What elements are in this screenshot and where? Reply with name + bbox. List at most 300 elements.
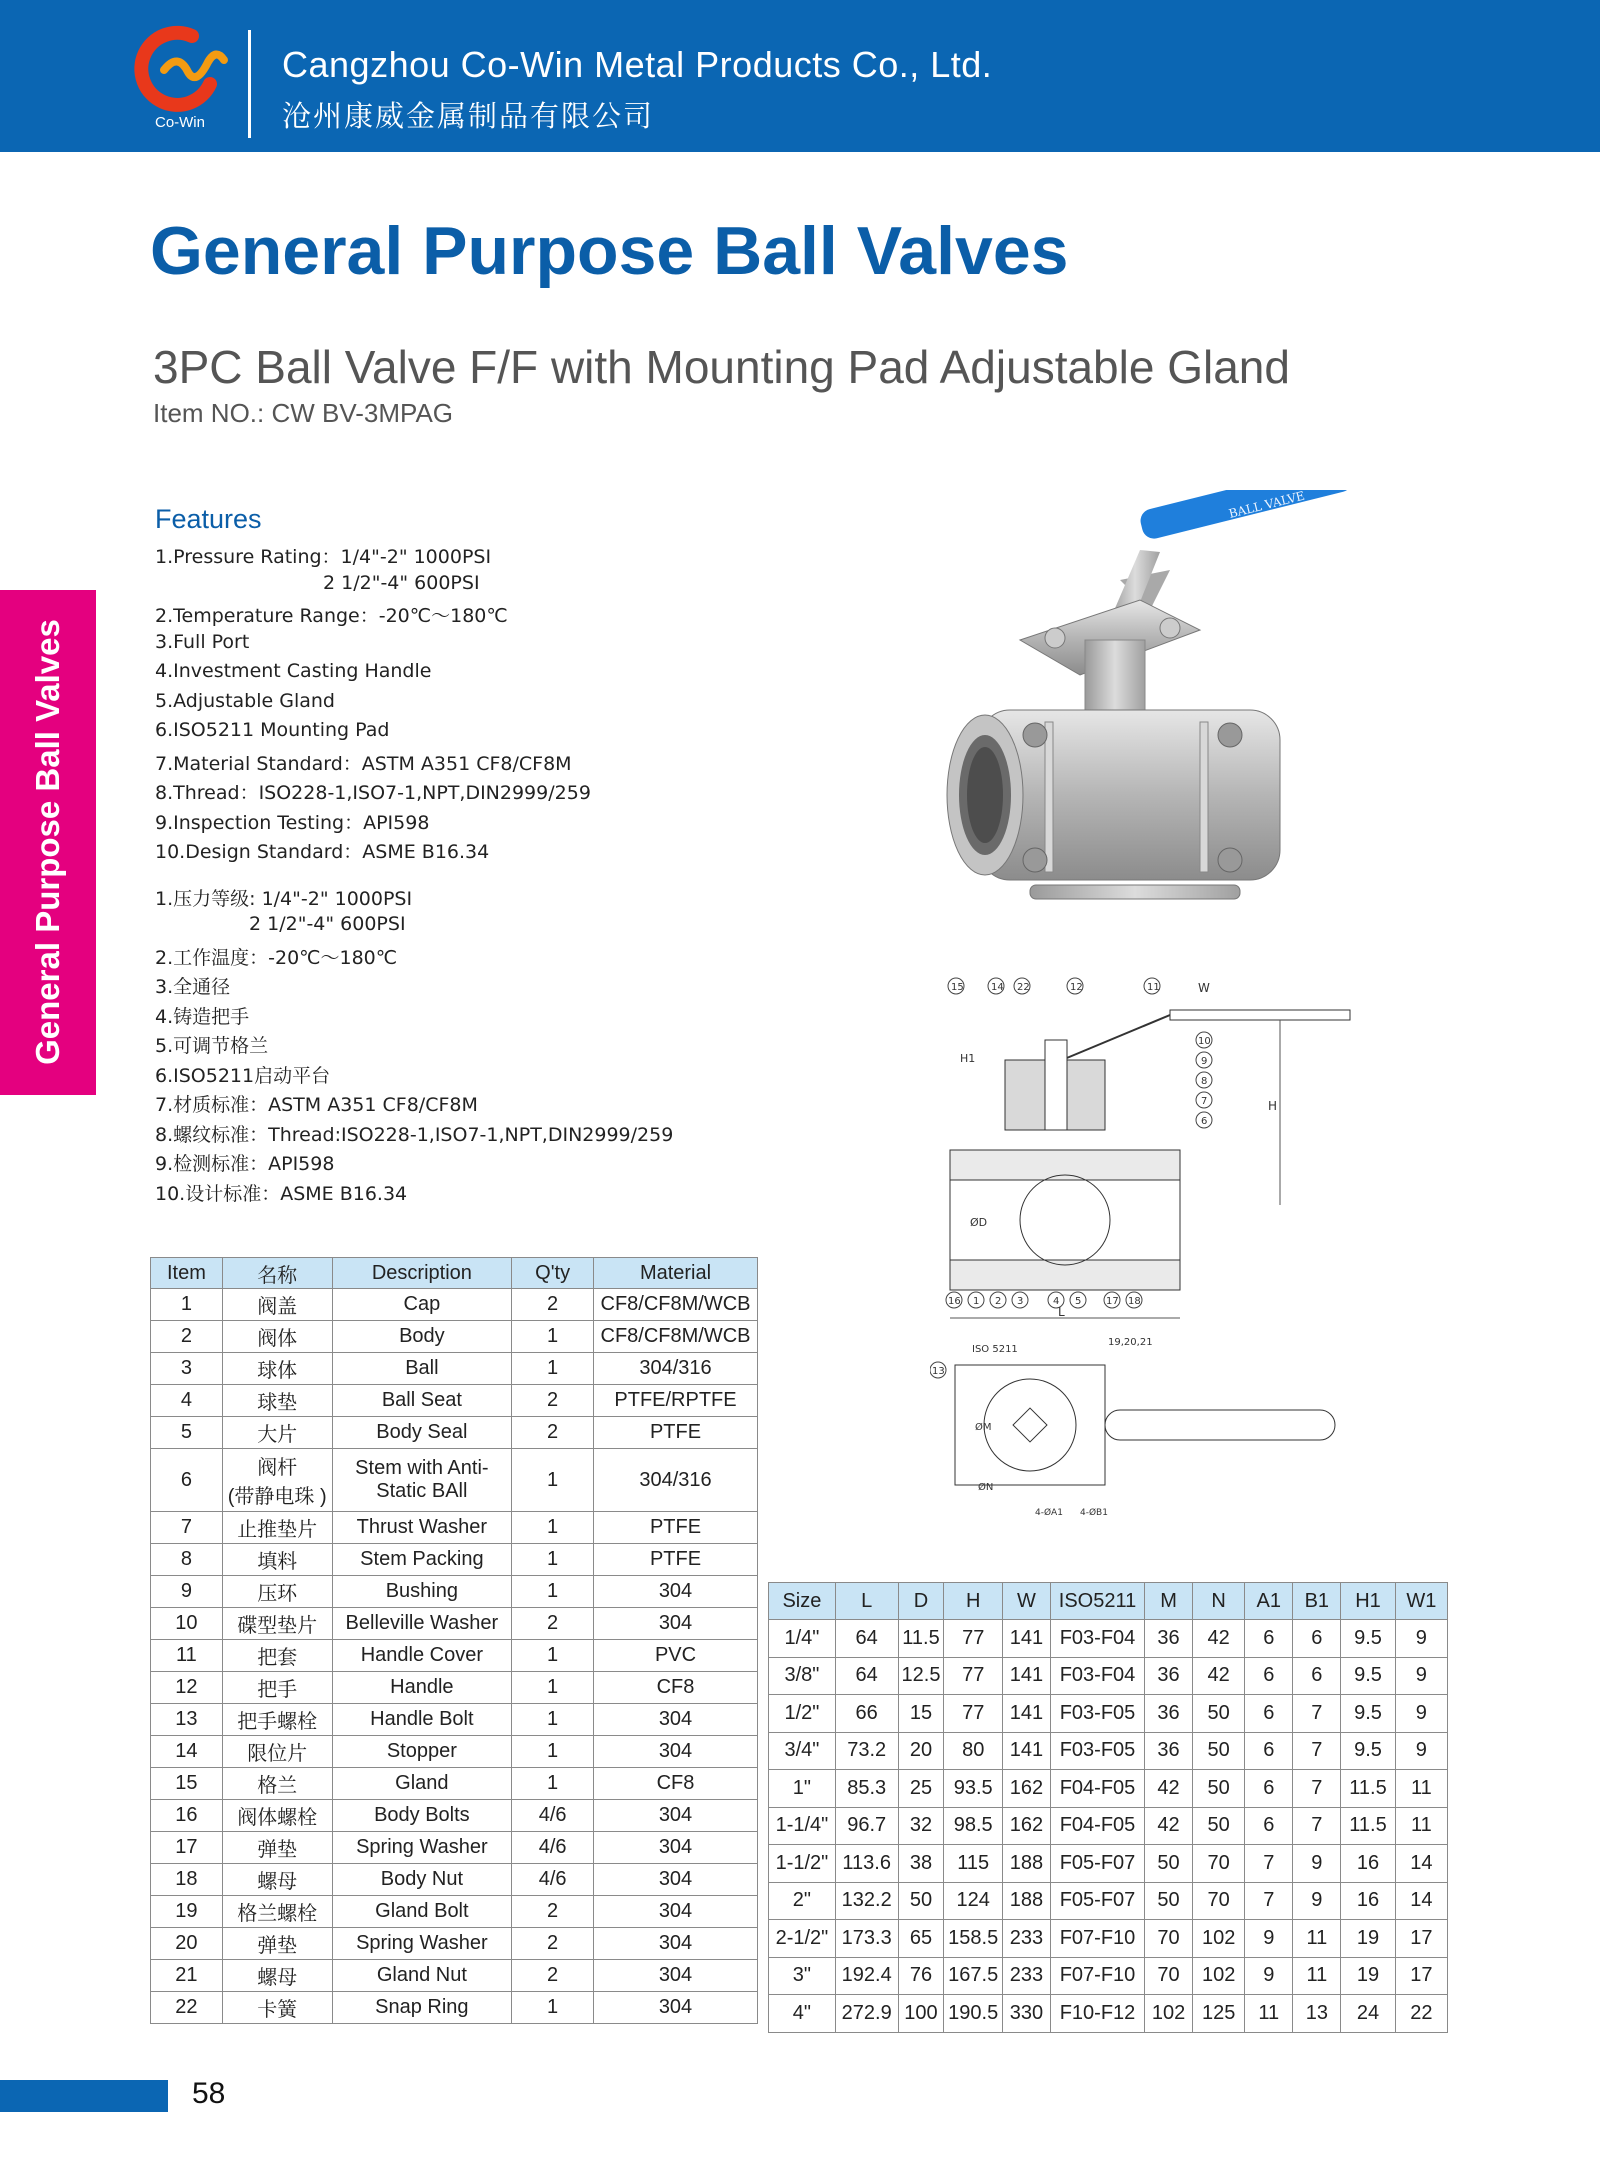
- feature-item: 1.Pressure Rating：1/4"-2" 1000PSI: [155, 546, 492, 568]
- part-quantity: 1: [512, 1576, 594, 1608]
- part-description: Spring Washer: [332, 1832, 512, 1864]
- dimension-cell: 85.3: [835, 1770, 898, 1808]
- dimension-cell: 1-1/2": [769, 1845, 836, 1883]
- parts-header-cell: Item: [151, 1258, 223, 1289]
- dimension-cell: 3": [769, 1957, 836, 1995]
- part-name-cn: 把手: [222, 1672, 332, 1704]
- part-quantity: 1: [512, 1512, 594, 1544]
- part-quantity: 4/6: [512, 1864, 594, 1896]
- part-material: 304: [594, 1608, 758, 1640]
- callout-7: 7: [1201, 1096, 1208, 1107]
- feature-item-cn: 2 1/2"-4" 600PSI: [249, 913, 406, 935]
- dimension-cell: 7: [1245, 1845, 1293, 1883]
- side-tab: [0, 590, 96, 1095]
- dimension-cell: 132.2: [835, 1882, 898, 1920]
- feature-item: 2.Temperature Range：-20℃～180℃: [155, 605, 508, 627]
- parts-header-cell: 名称: [222, 1258, 332, 1289]
- handle-text: BALL VALVE: [1227, 490, 1307, 521]
- part-name-cn: 填料: [222, 1544, 332, 1576]
- dimension-cell: F03-F04: [1051, 1657, 1145, 1695]
- part-description: Thrust Washer: [332, 1512, 512, 1544]
- table-row: [769, 1620, 1448, 1658]
- dimension-cell: F05-F07: [1051, 1882, 1145, 1920]
- dimension-cell: 70: [1145, 1920, 1193, 1958]
- table-row: [151, 1417, 758, 1449]
- table-row: [769, 1807, 1448, 1845]
- dimension-cell: 98.5: [944, 1807, 1002, 1845]
- part-item-no: 22: [151, 1992, 223, 2024]
- dimension-cell: 4": [769, 1995, 836, 2033]
- dimension-cell: 9.5: [1341, 1620, 1395, 1658]
- dimension-cell: 9.5: [1341, 1732, 1395, 1770]
- table-row: [769, 1695, 1448, 1733]
- table-row: [769, 1845, 1448, 1883]
- dimension-cell: 190.5: [944, 1995, 1002, 2033]
- company-logo: [130, 22, 230, 140]
- dimension-cell: 6: [1293, 1620, 1341, 1658]
- dim-H1: H1: [960, 1052, 976, 1065]
- dimension-cell: 3/8": [769, 1657, 836, 1695]
- dimension-cell: 167.5: [944, 1957, 1002, 1995]
- table-row: [769, 1957, 1448, 1995]
- part-name-cn: 卡簧: [222, 1992, 332, 2024]
- feature-item-cn: 3.全通径: [155, 976, 231, 998]
- feature-item-cn: 1.压力等级: 1/4"-2" 1000PSI: [155, 888, 413, 910]
- dimension-cell: 233: [1002, 1957, 1050, 1995]
- part-description: Handle Cover: [332, 1640, 512, 1672]
- table-row: [151, 1576, 758, 1608]
- part-quantity: 2: [512, 1289, 594, 1321]
- part-name-cn: 阀体: [222, 1321, 332, 1353]
- callout-1: 1: [973, 1296, 980, 1307]
- part-quantity: 1: [512, 1992, 594, 2024]
- part-material: 304: [594, 1832, 758, 1864]
- dimension-cell: 11: [1395, 1807, 1447, 1845]
- part-material: 304: [594, 1800, 758, 1832]
- side-tab-label: General Purpose Ball Valves: [29, 619, 66, 1065]
- dimension-cell: 233: [1002, 1920, 1050, 1958]
- dimension-cell: 50: [1145, 1882, 1193, 1920]
- dimension-cell: 50: [1193, 1807, 1245, 1845]
- part-description: [332, 1449, 512, 1512]
- part-material: 304/316: [594, 1353, 758, 1385]
- part-material: PTFE: [594, 1512, 758, 1544]
- dim-M: ØM: [975, 1422, 992, 1433]
- part-name-cn: 限位片: [222, 1736, 332, 1768]
- company-name-cn: 沧州康威金属制品有限公司: [282, 99, 655, 133]
- page-number: 58: [192, 2077, 226, 2110]
- dimension-cell: 77: [944, 1620, 1002, 1658]
- part-description: Belleville Washer: [332, 1608, 512, 1640]
- part-material: 304/316: [594, 1449, 758, 1512]
- product-photo: [870, 490, 1370, 950]
- part-description: Stem Packing: [332, 1544, 512, 1576]
- dim-L: L: [1058, 1305, 1065, 1319]
- dimension-cell: 22: [1395, 1995, 1447, 2033]
- dimension-cell: 24: [1341, 1995, 1395, 2033]
- dimensions-table-header: [769, 1583, 1448, 1620]
- part-material: CF8/CF8M/WCB: [594, 1289, 758, 1321]
- callout-4: 4: [1053, 1296, 1060, 1307]
- dimension-cell: 141: [1002, 1657, 1050, 1695]
- table-row: [151, 1321, 758, 1353]
- part-description: Snap Ring: [332, 1992, 512, 2024]
- dimension-cell: 7: [1293, 1770, 1341, 1808]
- dimension-cell: 11: [1395, 1770, 1447, 1808]
- dimension-cell: 11: [1293, 1920, 1341, 1958]
- feature-item-cn: 9.检测标准：API598: [155, 1153, 335, 1175]
- dimension-cell: 42: [1145, 1770, 1193, 1808]
- dimension-cell: 330: [1002, 1995, 1050, 2033]
- dimension-cell: 11: [1245, 1995, 1293, 2033]
- dimension-cell: F07-F10: [1051, 1920, 1145, 1958]
- part-name-cn: 把套: [222, 1640, 332, 1672]
- table-row: [769, 1657, 1448, 1695]
- dimension-cell: 13: [1293, 1995, 1341, 2033]
- part-description: Gland Bolt: [332, 1896, 512, 1928]
- dimension-cell: 9.5: [1341, 1657, 1395, 1695]
- technical-drawing: [930, 970, 1360, 1530]
- callout-3: 3: [1017, 1296, 1024, 1307]
- part-material: PTFE: [594, 1544, 758, 1576]
- part-material: 304: [594, 1576, 758, 1608]
- part-quantity: 1: [512, 1672, 594, 1704]
- part-description: Ball: [332, 1353, 512, 1385]
- part-item-no: 3: [151, 1353, 223, 1385]
- dimension-cell: 9: [1293, 1882, 1341, 1920]
- part-quantity: 4/6: [512, 1800, 594, 1832]
- part-material: 304: [594, 1960, 758, 1992]
- feature-item: 3.Full Port: [155, 631, 250, 653]
- parts-table: [150, 1257, 758, 2024]
- part-name-cn: 阀盖: [222, 1289, 332, 1321]
- dimension-cell: 50: [1193, 1695, 1245, 1733]
- parts-table-header: [151, 1258, 758, 1289]
- part-item-no: 10: [151, 1608, 223, 1640]
- part-name-cn: 大片: [222, 1417, 332, 1449]
- dimension-cell: 102: [1193, 1920, 1245, 1958]
- table-row: [769, 1770, 1448, 1808]
- dimension-cell: 124: [944, 1882, 1002, 1920]
- dimension-header-cell: M: [1145, 1583, 1193, 1620]
- dimension-cell: 9: [1395, 1732, 1447, 1770]
- part-item-no: 16: [151, 1800, 223, 1832]
- part-material: CF8/CF8M/WCB: [594, 1321, 758, 1353]
- callout-15: 15: [951, 982, 964, 993]
- part-item-no: 9: [151, 1576, 223, 1608]
- part-description-line: Static BAll: [376, 1480, 468, 1502]
- callout-6: 6: [1201, 1116, 1208, 1127]
- part-quantity: 1: [512, 1544, 594, 1576]
- part-quantity: 4/6: [512, 1832, 594, 1864]
- part-item-no: 13: [151, 1704, 223, 1736]
- dimension-cell: 64: [835, 1620, 898, 1658]
- dimension-cell: 38: [898, 1845, 944, 1883]
- part-item-no: 19: [151, 1896, 223, 1928]
- dimension-cell: 113.6: [835, 1845, 898, 1883]
- dimension-cell: 173.3: [835, 1920, 898, 1958]
- callout-8: 8: [1201, 1076, 1208, 1087]
- dimension-header-cell: L: [835, 1583, 898, 1620]
- dimension-cell: 50: [898, 1882, 944, 1920]
- part-name-cn: 阀体螺栓: [222, 1800, 332, 1832]
- callout-9: 9: [1201, 1056, 1208, 1067]
- dimension-cell: 6: [1245, 1732, 1293, 1770]
- dimension-cell: 11.5: [898, 1620, 944, 1658]
- feature-item: 6.ISO5211 Mounting Pad: [155, 719, 390, 741]
- feature-item-cn: 6.ISO5211启动平台: [155, 1065, 331, 1087]
- dimension-cell: 162: [1002, 1807, 1050, 1845]
- dimension-header-cell: H: [944, 1583, 1002, 1620]
- dimension-cell: 70: [1145, 1957, 1193, 1995]
- table-row: [151, 1672, 758, 1704]
- dimension-cell: 19: [1341, 1920, 1395, 1958]
- part-quantity: 1: [512, 1736, 594, 1768]
- part-quantity: 1: [512, 1704, 594, 1736]
- logo-caption: Co-Win: [154, 114, 205, 131]
- product-title: 3PC Ball Valve F/F with Mounting Pad Adjustable Gland: [153, 341, 1290, 393]
- dimension-cell: 93.5: [944, 1770, 1002, 1808]
- part-name-cn: 压环: [222, 1576, 332, 1608]
- dimension-cell: 77: [944, 1657, 1002, 1695]
- dimension-cell: 9: [1395, 1620, 1447, 1658]
- part-description: Spring Washer: [332, 1928, 512, 1960]
- dimension-cell: 102: [1145, 1995, 1193, 2033]
- part-material: PTFE: [594, 1417, 758, 1449]
- part-name-cn: 格兰: [222, 1768, 332, 1800]
- dimension-cell: 3/4": [769, 1732, 836, 1770]
- callout-13: 13: [932, 1366, 945, 1377]
- dimension-header-cell: H1: [1341, 1583, 1395, 1620]
- dimension-cell: 36: [1145, 1620, 1193, 1658]
- callout-5: 5: [1075, 1296, 1082, 1307]
- dimension-cell: 7: [1245, 1882, 1293, 1920]
- part-item-no: 1: [151, 1289, 223, 1321]
- part-description: Gland: [332, 1768, 512, 1800]
- dimension-cell: 272.9: [835, 1995, 898, 2033]
- dimension-header-cell: B1: [1293, 1583, 1341, 1620]
- part-name-cn-line: (带静电珠 ): [227, 1486, 327, 1508]
- table-row: [151, 1640, 758, 1672]
- dimension-cell: 162: [1002, 1770, 1050, 1808]
- dimension-cell: 77: [944, 1695, 1002, 1733]
- part-name-cn: 碟型垫片: [222, 1608, 332, 1640]
- dimension-cell: 14: [1395, 1845, 1447, 1883]
- header-divider: [248, 30, 251, 138]
- part-item-no: 4: [151, 1385, 223, 1417]
- part-item-no: 8: [151, 1544, 223, 1576]
- dimension-cell: 15: [898, 1695, 944, 1733]
- dimension-cell: 17: [1395, 1957, 1447, 1995]
- callout-19-20-21: 19,20,21: [1108, 1337, 1153, 1348]
- dimension-cell: 11.5: [1341, 1770, 1395, 1808]
- dimension-cell: 7: [1293, 1732, 1341, 1770]
- feature-item: 7.Material Standard：ASTM A351 CF8/CF8M: [155, 753, 572, 775]
- dimension-cell: 1-1/4": [769, 1807, 836, 1845]
- feature-item-cn: 10.设计标准：ASME B16.34: [155, 1183, 408, 1205]
- table-row: [151, 1896, 758, 1928]
- part-description: Bushing: [332, 1576, 512, 1608]
- part-item-no: 18: [151, 1864, 223, 1896]
- part-name-cn-line: 阀杆: [257, 1457, 298, 1479]
- table-row: [769, 1920, 1448, 1958]
- dimension-cell: 17: [1395, 1920, 1447, 1958]
- dimension-cell: 96.7: [835, 1807, 898, 1845]
- table-row: [151, 1768, 758, 1800]
- dimension-cell: 6: [1245, 1695, 1293, 1733]
- part-quantity: 1: [512, 1321, 594, 1353]
- part-description: Gland Nut: [332, 1960, 512, 1992]
- dimension-cell: 188: [1002, 1882, 1050, 1920]
- dimension-cell: 16: [1341, 1845, 1395, 1883]
- dimension-cell: 9.5: [1341, 1695, 1395, 1733]
- dimension-cell: 9: [1245, 1920, 1293, 1958]
- dimension-cell: F10-F12: [1051, 1995, 1145, 2033]
- features-heading: Features: [155, 504, 262, 534]
- part-description: Cap: [332, 1289, 512, 1321]
- part-item-no: 20: [151, 1928, 223, 1960]
- part-quantity: 2: [512, 1385, 594, 1417]
- dimension-cell: 36: [1145, 1695, 1193, 1733]
- dimension-cell: F04-F05: [1051, 1770, 1145, 1808]
- dimension-cell: 7: [1293, 1807, 1341, 1845]
- dimension-cell: 25: [898, 1770, 944, 1808]
- part-material: 304: [594, 1896, 758, 1928]
- table-row: [151, 1928, 758, 1960]
- dimension-cell: 73.2: [835, 1732, 898, 1770]
- part-quantity: 1: [512, 1449, 594, 1512]
- dim-D: ØD: [970, 1216, 988, 1229]
- dimension-cell: 9: [1245, 1957, 1293, 1995]
- part-name-cn: 弹垫: [222, 1928, 332, 1960]
- dimension-cell: 192.4: [835, 1957, 898, 1995]
- part-material: 304: [594, 1704, 758, 1736]
- part-item-no: 14: [151, 1736, 223, 1768]
- part-name-cn: 格兰螺栓: [222, 1896, 332, 1928]
- part-name-cn: [222, 1449, 332, 1512]
- feature-item: 8.Thread：ISO228-1,ISO7-1,NPT,DIN2999/259: [155, 782, 591, 804]
- dimension-cell: 70: [1193, 1882, 1245, 1920]
- dimension-cell: 11: [1293, 1957, 1341, 1995]
- dimension-header-cell: A1: [1245, 1583, 1293, 1620]
- dimension-cell: 7: [1293, 1695, 1341, 1733]
- callout-16: 16: [948, 1296, 961, 1307]
- table-row: [769, 1732, 1448, 1770]
- dimension-cell: 65: [898, 1920, 944, 1958]
- dim-N: ØN: [978, 1482, 994, 1493]
- parts-header-cell: Description: [332, 1258, 512, 1289]
- dim-B1: 4-ØB1: [1080, 1508, 1108, 1518]
- part-item-no: 21: [151, 1960, 223, 1992]
- dimension-header-cell: Size: [769, 1583, 836, 1620]
- dimension-cell: 6: [1293, 1657, 1341, 1695]
- part-material: PVC: [594, 1640, 758, 1672]
- dimension-cell: 14: [1395, 1882, 1447, 1920]
- part-quantity: 2: [512, 1896, 594, 1928]
- part-quantity: 1: [512, 1640, 594, 1672]
- dimension-header-cell: N: [1193, 1583, 1245, 1620]
- dimension-cell: F03-F05: [1051, 1732, 1145, 1770]
- dim-W: W: [1198, 981, 1210, 995]
- dimension-header-cell: W1: [1395, 1583, 1447, 1620]
- item-number: Item NO.: CW BV-3MPAG: [153, 398, 454, 428]
- dimension-cell: 36: [1145, 1657, 1193, 1695]
- table-row: [151, 1608, 758, 1640]
- part-description: Handle: [332, 1672, 512, 1704]
- part-name-cn: 螺母: [222, 1960, 332, 1992]
- dimension-cell: 50: [1193, 1770, 1245, 1808]
- table-row: [151, 1449, 758, 1512]
- feature-item-cn: 7.材质标准：ASTM A351 CF8/CF8M: [155, 1094, 478, 1116]
- table-row: [769, 1995, 1448, 2033]
- dimension-cell: 188: [1002, 1845, 1050, 1883]
- dimension-cell: 19: [1341, 1957, 1395, 1995]
- callout-2: 2: [995, 1296, 1002, 1307]
- dimension-cell: 1": [769, 1770, 836, 1808]
- table-row: [769, 1882, 1448, 1920]
- callout-22: 22: [1017, 982, 1030, 993]
- feature-item-cn: 5.可调节格兰: [155, 1035, 269, 1057]
- feature-item: 9.Inspection Testing：API598: [155, 812, 430, 834]
- dimension-cell: 9: [1293, 1845, 1341, 1883]
- dimension-header-cell: W: [1002, 1583, 1050, 1620]
- dimension-cell: 11.5: [1341, 1807, 1395, 1845]
- part-item-no: 5: [151, 1417, 223, 1449]
- dimension-cell: 50: [1145, 1845, 1193, 1883]
- dim-A1: 4-ØA1: [1035, 1508, 1063, 1518]
- dimension-cell: 6: [1245, 1807, 1293, 1845]
- dimension-cell: 100: [898, 1995, 944, 2033]
- part-description: Body Nut: [332, 1864, 512, 1896]
- dimension-cell: 6: [1245, 1657, 1293, 1695]
- dimension-cell: 16: [1341, 1882, 1395, 1920]
- dimension-cell: 50: [1193, 1732, 1245, 1770]
- part-name-cn: 螺母: [222, 1864, 332, 1896]
- dimension-header-cell: ISO5211: [1051, 1583, 1145, 1620]
- table-row: [151, 1736, 758, 1768]
- table-row: [151, 1832, 758, 1864]
- dim-H: H: [1268, 1099, 1278, 1113]
- feature-item: 10.Design Standard：ASME B16.34: [155, 841, 490, 863]
- part-name-cn: 弹垫: [222, 1832, 332, 1864]
- part-item-no: 11: [151, 1640, 223, 1672]
- callout-12: 12: [1070, 982, 1083, 993]
- callout-11: 11: [1147, 982, 1160, 993]
- feature-item: 2 1/2"-4" 600PSI: [323, 572, 480, 594]
- dimension-cell: 6: [1245, 1770, 1293, 1808]
- dimension-cell: 6: [1245, 1620, 1293, 1658]
- dimension-cell: 42: [1193, 1620, 1245, 1658]
- dimension-cell: 1/2": [769, 1695, 836, 1733]
- table-row: [151, 1385, 758, 1417]
- part-item-no: 15: [151, 1768, 223, 1800]
- dimension-cell: 2": [769, 1882, 836, 1920]
- part-description: Body Seal: [332, 1417, 512, 1449]
- part-item-no: 17: [151, 1832, 223, 1864]
- part-material: PTFE/RPTFE: [594, 1385, 758, 1417]
- table-row: [151, 1704, 758, 1736]
- callout-17: 17: [1106, 1296, 1119, 1307]
- dimension-cell: 12.5: [898, 1657, 944, 1695]
- part-material: CF8: [594, 1672, 758, 1704]
- footer-bar: [0, 2080, 168, 2112]
- header-bar: [0, 0, 1600, 152]
- part-quantity: 2: [512, 1608, 594, 1640]
- part-name-cn: 把手螺栓: [222, 1704, 332, 1736]
- iso-label: ISO 5211: [972, 1344, 1018, 1355]
- part-name-cn: 止推垫片: [222, 1512, 332, 1544]
- dimension-cell: 125: [1193, 1995, 1245, 2033]
